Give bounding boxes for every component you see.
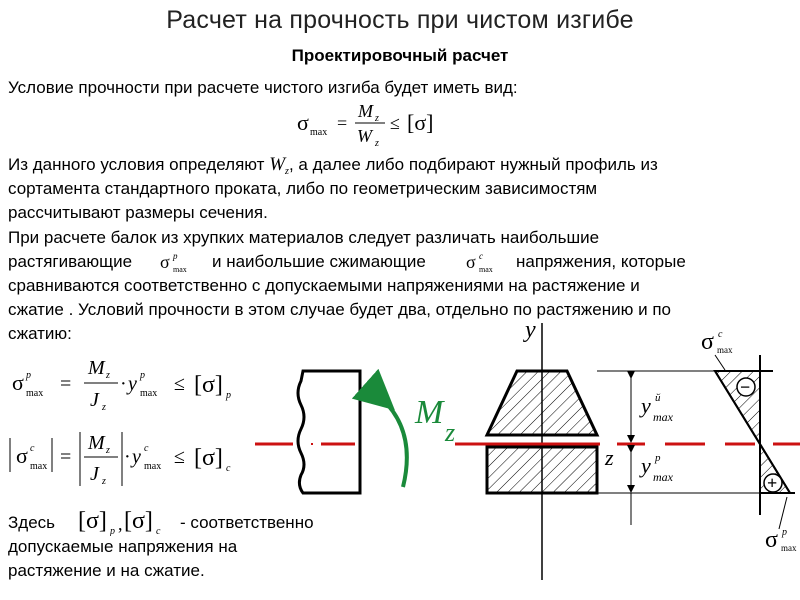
- svg-text:·: ·: [120, 373, 127, 395]
- compression-strength-formula: [4, 428, 274, 498]
- para1-line3: рассчитывают размеры сечения.: [8, 203, 268, 222]
- page-title: Расчет на прочность при чистом изгибе: [166, 6, 634, 34]
- svg-text:c: c: [156, 526, 161, 536]
- section-upper-part: [487, 371, 597, 435]
- svg-text:z: z: [102, 476, 106, 487]
- svg-text:max: max: [653, 410, 673, 424]
- para2-line2b: и наибольшие сжимающие: [212, 252, 426, 271]
- svg-text:M: M: [88, 357, 105, 379]
- wz-subscript: z: [285, 166, 289, 177]
- svg-text:≤: ≤: [174, 446, 185, 468]
- para2-line2a: растягивающие: [8, 252, 133, 271]
- footer-line3: растяжение и на сжатие.: [8, 561, 205, 580]
- para2-line4: сжатие . Условий прочности в этом случае будет два, отдельно по растяжению и по: [8, 300, 671, 319]
- svg-text:J: J: [90, 463, 99, 485]
- svg-text:max: max: [173, 265, 187, 274]
- sigma-subscript: max: [310, 127, 328, 138]
- svg-text:,: ,: [118, 514, 123, 534]
- svg-text:max: max: [140, 388, 158, 399]
- svg-text:й: й: [655, 392, 661, 404]
- numerator-subscript: z: [375, 113, 379, 124]
- moment-arrow-icon: [380, 397, 407, 487]
- sigma-symbol: σ: [297, 110, 309, 135]
- para1-line2: сортамента стандартного проката, либо по геометрическим зависимостям: [8, 179, 598, 198]
- svg-text:max: max: [479, 265, 493, 274]
- svg-text:M: M: [88, 432, 105, 454]
- svg-text:max: max: [26, 388, 44, 399]
- svg-text:≤: ≤: [174, 373, 185, 395]
- svg-text:p: p: [26, 370, 31, 381]
- svg-text:max: max: [30, 461, 48, 472]
- svg-text:c: c: [30, 443, 35, 454]
- svg-text:σ: σ: [16, 443, 28, 468]
- svg-text:J: J: [90, 389, 99, 411]
- svg-text:p: p: [226, 390, 231, 401]
- inline-sigma-compression: [464, 250, 512, 276]
- denominator-subscript: z: [375, 138, 379, 149]
- sigma-compression-label: σ: [701, 329, 714, 355]
- y-axis-label: y: [525, 317, 536, 343]
- minus-sign: −: [740, 377, 751, 397]
- svg-text:c: c: [718, 329, 723, 340]
- beam-bending-diagram: [255, 315, 800, 600]
- svg-text:max: max: [144, 461, 162, 472]
- svg-text:p: p: [140, 370, 145, 381]
- svg-text:[σ]: [σ]: [124, 508, 153, 534]
- intro-text: Условие прочности при расчете чистого изгиба будет иметь вид:: [8, 78, 518, 97]
- svg-text:[σ]: [σ]: [194, 445, 223, 471]
- svg-text:=: =: [60, 446, 72, 468]
- svg-text:max: max: [717, 345, 733, 355]
- svg-text:z: z: [106, 445, 110, 456]
- footer-line2: допускаемые напряжения на: [8, 537, 238, 556]
- svg-text:p: p: [110, 526, 115, 536]
- svg-text:[σ]: [σ]: [78, 508, 107, 534]
- svg-text:·: ·: [124, 446, 131, 468]
- beam-end-section: [298, 371, 360, 493]
- svg-text:[σ]: [σ]: [194, 372, 223, 398]
- inline-sigma-tension: [158, 250, 206, 276]
- svg-text:y: y: [641, 453, 651, 478]
- svg-text:y: y: [641, 393, 651, 418]
- para2-line2c: напряжения, которые: [516, 252, 686, 271]
- svg-text:p: p: [655, 452, 661, 464]
- svg-text:p: p: [782, 527, 787, 538]
- plus-sign: +: [767, 473, 778, 493]
- svg-text:σ: σ: [160, 252, 170, 272]
- para2-line1: При расчете балок из хрупких материалов следует различать наибольшие: [8, 228, 600, 247]
- svg-text:c: c: [226, 463, 231, 474]
- para1-text-b: , а далее либо подбирают нужный профиль из: [288, 155, 658, 174]
- tension-strength-formula: [4, 354, 274, 418]
- svg-text:p: p: [173, 251, 178, 261]
- para1-text-a: Из данного условия определяют: [8, 155, 265, 174]
- main-strength-formula: [295, 96, 455, 154]
- allowable-stress: [σ]: [407, 110, 434, 135]
- denominator-w: W: [357, 126, 372, 146]
- svg-text:c: c: [144, 443, 149, 454]
- svg-text:y: y: [132, 446, 141, 468]
- footer-allowable-symbols: [76, 504, 176, 536]
- footer-line1b: - соответственно: [180, 513, 314, 532]
- less-equal-sign: ≤: [390, 113, 400, 133]
- section-lower-part: [487, 447, 597, 493]
- svg-text:z: z: [106, 370, 110, 381]
- svg-text:c: c: [479, 251, 483, 261]
- wz-symbol: W: [269, 154, 286, 175]
- para2-line3: сравниваются соответственно с допускаемыми напряжениями на растяжение и: [8, 276, 640, 295]
- svg-text:max: max: [781, 543, 797, 553]
- z-axis-label: z: [605, 445, 614, 470]
- svg-text:=: =: [60, 373, 72, 395]
- moment-subscript: z: [445, 418, 456, 447]
- moment-label: M: [415, 394, 444, 431]
- sigma-tension-label: σ: [765, 527, 778, 553]
- svg-text:z: z: [102, 402, 106, 413]
- para2-line5: сжатию:: [8, 324, 72, 343]
- svg-text:y: y: [128, 373, 137, 395]
- svg-text:σ: σ: [466, 252, 476, 272]
- numerator-m: M: [358, 101, 373, 121]
- page-subtitle: Проектировочный расчет: [291, 46, 509, 65]
- svg-text:max: max: [653, 470, 673, 484]
- equals-sign: =: [337, 113, 348, 133]
- svg-text:σ: σ: [12, 370, 24, 395]
- footer-line1a: Здесь: [8, 513, 55, 532]
